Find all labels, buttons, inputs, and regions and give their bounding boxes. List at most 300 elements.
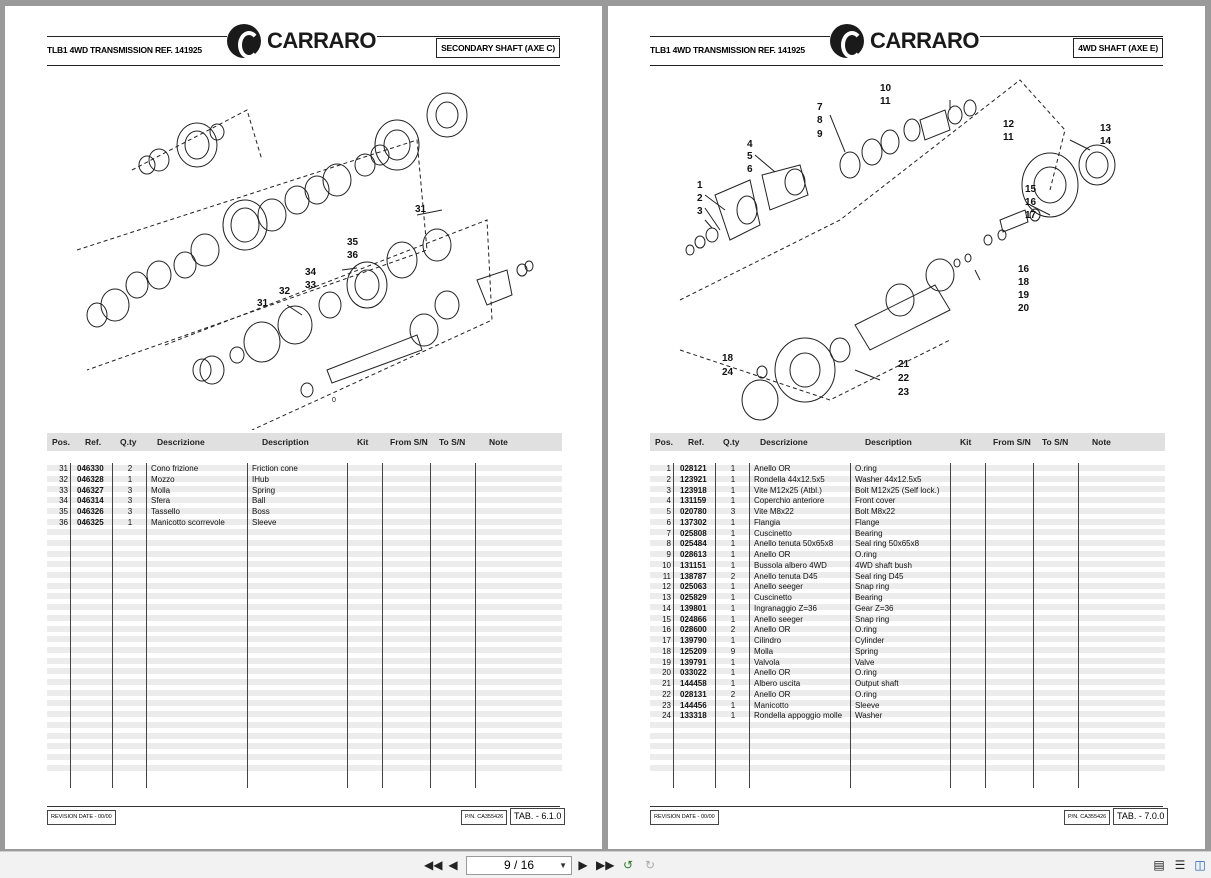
logo-text: CARRARO (870, 28, 979, 53)
col-ref: Ref. (85, 437, 102, 447)
header-title: TLB1 4WD TRANSMISSION REF. 141925 (47, 45, 202, 55)
row-stripe (47, 561, 562, 567)
cell-pos: 1 (666, 464, 671, 473)
callout-33: 33 (305, 280, 317, 291)
callout-31b: 31 (257, 298, 269, 309)
table-row (47, 506, 562, 517)
cell-ref: 139801 (680, 603, 707, 613)
row-stripe (47, 765, 562, 771)
cell-ref: 025829 (680, 593, 707, 602)
cell-qty: 2 (730, 571, 736, 581)
cell-desc-en: Snap ring (855, 582, 890, 592)
cell-desc-en: Cylinder (855, 636, 885, 645)
cell-pos: 36 (59, 517, 68, 527)
cell-pos: 8 (666, 539, 671, 549)
callout-35: 35 (347, 237, 359, 248)
cell-desc-it: Manicotto scorrevole (151, 517, 225, 527)
cell-desc-it: Rondella 44x12.5x5 (754, 474, 825, 484)
cell-qty: 3 (127, 507, 133, 516)
cell-ref: 046326 (77, 507, 104, 516)
col-desc-en: Description (262, 437, 309, 447)
cell-desc-en: Front cover (855, 496, 896, 506)
cell-desc-en: Seal ring D45 (855, 571, 904, 581)
cell-desc-en: Flange (855, 517, 880, 527)
table-row (650, 710, 1165, 721)
cell-desc-it: Mozzo (151, 474, 175, 484)
row-stripe (47, 700, 562, 706)
cell-desc-en: O.ring (855, 464, 877, 473)
table-row (47, 485, 562, 496)
col-pos: Pos. (655, 437, 673, 447)
cell-pos: 33 (59, 485, 68, 495)
cell-qty: 1 (730, 582, 736, 592)
parts-table (47, 433, 562, 788)
col-from-sn: From S/N (993, 437, 1031, 447)
table-row (650, 517, 1165, 528)
row-stripe (47, 626, 562, 632)
cell-pos: 32 (59, 474, 68, 484)
cell-desc-it: Bussola albero 4WD (754, 560, 827, 570)
cell-pos: 15 (662, 614, 671, 624)
cell-desc-it: Anello OR (754, 668, 791, 678)
row-stripe (47, 743, 562, 749)
cell-ref: 137302 (680, 517, 707, 527)
part-number: P/N. CA355426 (1064, 810, 1110, 825)
row-stripe (47, 668, 562, 674)
callout-24: 24 (722, 367, 734, 378)
cell-desc-it: Anello OR (754, 550, 791, 559)
cell-ref: 028600 (680, 625, 707, 635)
row-stripe (47, 551, 562, 557)
cell-qty: 1 (730, 464, 736, 473)
table-row (650, 624, 1165, 635)
table-row (47, 517, 562, 528)
cell-desc-en: Valve (855, 657, 875, 667)
document-page-left (5, 6, 602, 849)
cell-pos: 18 (662, 646, 671, 656)
cell-desc-en: Washer (855, 711, 883, 721)
cell-desc-it: Cilindro (754, 636, 782, 645)
callout-15: 15 (1025, 184, 1037, 195)
two-page-view-icon[interactable]: ◫ (1194, 858, 1206, 872)
carraro-logo-mark (227, 24, 261, 58)
header-section: 4WD SHAFT (AXE E) (1073, 38, 1163, 58)
cell-ref: 024866 (680, 614, 707, 624)
col-from-sn: From S/N (390, 437, 428, 447)
cell-pos: 22 (662, 689, 671, 699)
col-pos: Pos. (52, 437, 70, 447)
table-header (47, 433, 562, 451)
cell-desc-en: IHub (252, 474, 269, 484)
row-stripe (47, 679, 562, 685)
cell-pos: 14 (662, 603, 671, 613)
cell-pos: 34 (59, 496, 68, 506)
cell-qty: 2 (730, 625, 736, 635)
table-row (650, 592, 1165, 603)
table-row (650, 506, 1165, 517)
callout-18b: 18 (722, 353, 734, 364)
callout-16a: 16 (1025, 197, 1037, 208)
footer-rule (47, 806, 560, 807)
cell-qty: 1 (730, 528, 736, 538)
callout-4: 4 (747, 139, 753, 150)
cell-desc-it: Vite M12x25 (Atbl.) (754, 485, 822, 495)
cell-pos: 10 (662, 560, 671, 570)
cell-pos: 6 (666, 517, 671, 527)
cell-qty: 1 (730, 560, 736, 570)
table-row (650, 700, 1165, 711)
cell-ref: 133318 (680, 711, 707, 721)
cell-ref: 025484 (680, 539, 707, 549)
callout-11b: 11 (1003, 132, 1014, 143)
logo-text: CARRARO (267, 28, 376, 53)
cell-pos: 16 (662, 625, 671, 635)
cell-ref: 144456 (680, 700, 707, 710)
callout-9: 9 (817, 129, 823, 140)
col-to-sn: To S/N (439, 437, 466, 447)
viewer-toolbar (0, 851, 1211, 878)
table-row (650, 485, 1165, 496)
page-selector[interactable] (466, 856, 572, 875)
cell-pos: 2 (666, 474, 671, 484)
cell-desc-it: Coperchio anteriore (754, 496, 825, 506)
cell-desc-en: Bearing (855, 528, 883, 538)
cell-desc-en: 4WD shaft bush (855, 560, 912, 570)
callout-3: 3 (697, 206, 703, 217)
carraro-logo-mark (830, 24, 864, 58)
col-desc-it: Descrizione (760, 437, 808, 447)
cell-desc-it: Cuscinetto (754, 593, 792, 602)
cell-pos: 11 (662, 571, 671, 581)
footer-rule (650, 806, 1163, 807)
cell-ref: 123921 (680, 474, 707, 484)
cell-desc-en: O.ring (855, 689, 877, 699)
next-page-button[interactable]: ▶ (578, 858, 588, 872)
cell-desc-en: O.ring (855, 550, 877, 559)
table-row (650, 581, 1165, 592)
cell-desc-en: Bearing (855, 593, 883, 602)
cell-desc-it: Anello seeger (754, 614, 803, 624)
row-stripe (650, 743, 1165, 749)
cell-pos: 17 (662, 636, 671, 645)
cell-desc-en: O.ring (855, 668, 877, 678)
cell-ref: 123918 (680, 485, 707, 495)
col-note: Note (489, 437, 508, 447)
cell-desc-en: Seal ring 50x65x8 (855, 539, 920, 549)
carraro-logo (830, 24, 980, 58)
callout-8: 8 (817, 115, 823, 126)
cell-desc-en: Friction cone (252, 464, 298, 473)
cell-qty: 9 (730, 646, 736, 656)
cell-qty: 3 (730, 507, 736, 516)
cell-desc-it: Anello OR (754, 689, 791, 699)
part-number: P/N. CA355426 (461, 810, 507, 825)
cell-qty: 1 (730, 700, 736, 710)
cell-qty: 2 (127, 464, 133, 473)
cell-ref: 033022 (680, 668, 707, 678)
cell-qty: 1 (730, 474, 736, 484)
previous-page-button[interactable]: ◀ (448, 858, 458, 872)
cell-desc-it: Anello tenuta D45 (754, 571, 818, 581)
callout-21: 21 (898, 359, 910, 370)
callout-34: 34 (305, 267, 317, 278)
cell-qty: 1 (730, 679, 736, 688)
table-row (47, 463, 562, 474)
cell-qty: 1 (730, 603, 736, 613)
cell-desc-it: Anello seeger (754, 582, 803, 592)
table-row (650, 463, 1165, 474)
cell-ref: 131159 (680, 496, 707, 506)
cell-desc-it: Albero uscita (754, 679, 801, 688)
document-page-right (608, 6, 1205, 849)
last-page-button[interactable]: ▶▶ (596, 858, 615, 872)
table-row (650, 528, 1165, 539)
cell-pos: 4 (666, 496, 671, 506)
header-section: SECONDARY SHAFT (AXE C) (436, 38, 560, 58)
row-stripe (47, 583, 562, 589)
cell-desc-it: Cuscinetto (754, 528, 792, 538)
row-stripe (47, 529, 562, 535)
cell-ref: 028613 (680, 550, 707, 559)
cell-desc-en: O.ring (855, 625, 877, 635)
cell-pos: 31 (59, 464, 68, 473)
callout-22: 22 (898, 373, 910, 384)
first-page-button[interactable]: ◀◀ (424, 858, 443, 872)
row-stripe (650, 722, 1165, 728)
row-stripe (47, 647, 562, 653)
cell-pos: 21 (662, 679, 671, 688)
cell-desc-it: Molla (151, 485, 171, 495)
cell-qty: 1 (730, 636, 736, 645)
row-stripe (47, 754, 562, 760)
callout-1: 1 (697, 180, 703, 191)
cell-desc-it: Vite M8x22 (754, 507, 794, 516)
callout-16b: 16 (1018, 264, 1030, 275)
callout-19: 19 (1018, 290, 1030, 301)
table-row (650, 614, 1165, 625)
cell-desc-it: Anello OR (754, 464, 791, 473)
callout-20: 20 (1018, 303, 1030, 314)
callout-36: 36 (347, 250, 359, 261)
cell-ref: 139791 (680, 657, 707, 667)
table-row (650, 571, 1165, 582)
table-row (650, 689, 1165, 700)
col-qty: Q.ty (723, 437, 740, 447)
callout-2: 2 (697, 193, 703, 204)
cell-desc-it: Sfera (151, 496, 171, 506)
header-title: TLB1 4WD TRANSMISSION REF. 141925 (650, 45, 805, 55)
chevron-down-icon: ▼ (559, 861, 567, 870)
callout-32: 32 (279, 286, 291, 297)
cell-pos: 23 (662, 700, 671, 710)
table-row (650, 560, 1165, 571)
exploded-diagram (650, 70, 1163, 430)
col-desc-en: Description (865, 437, 912, 447)
cell-desc-en: Bolt M8x22 (855, 507, 896, 516)
table-row (650, 635, 1165, 646)
cell-qty: 1 (730, 668, 736, 678)
cell-desc-it: Manicotto (754, 700, 789, 710)
cell-desc-en: Boss (252, 507, 270, 516)
page-indicator: 9 / 16 (503, 858, 535, 872)
callout-14: 14 (1100, 136, 1112, 147)
cell-desc-it: Flangia (754, 517, 781, 527)
cell-desc-it: Rondella appoggio molle (754, 711, 843, 721)
row-stripe (650, 754, 1165, 760)
callout-11a: 11 (880, 96, 891, 107)
row-stripe (47, 658, 562, 664)
cell-qty: 1 (730, 485, 736, 495)
col-qty: Q.ty (120, 437, 137, 447)
row-stripe (47, 615, 562, 621)
cell-qty: 1 (730, 657, 736, 667)
row-stripe (47, 690, 562, 696)
cell-ref: 144458 (680, 679, 707, 688)
cell-qty: 3 (127, 496, 133, 506)
row-stripe (47, 711, 562, 717)
row-stripe (47, 604, 562, 610)
cell-ref: 025063 (680, 582, 707, 592)
callout-17: 17 (1025, 210, 1037, 221)
callout-23: 23 (898, 387, 910, 398)
cell-ref: 020780 (680, 507, 707, 516)
carraro-logo (227, 24, 377, 58)
cell-desc-it: Anello OR (754, 625, 791, 635)
cell-ref: 025808 (680, 528, 707, 538)
table-row (650, 495, 1165, 506)
col-kit: Kit (357, 437, 369, 447)
cell-qty: 1 (730, 550, 736, 559)
cell-desc-en: Sleeve (855, 700, 880, 710)
cell-desc-it: Cono frizione (151, 464, 199, 473)
cell-ref: 131151 (680, 560, 707, 570)
col-to-sn: To S/N (1042, 437, 1069, 447)
cell-desc-en: Sleeve (252, 517, 277, 527)
cell-desc-it: Molla (754, 646, 774, 656)
cell-pos: 24 (662, 711, 671, 721)
cell-pos: 20 (662, 668, 671, 678)
cell-desc-en: Washer 44x12.5x5 (855, 474, 922, 484)
go-back-icon[interactable]: ↺ (622, 858, 634, 872)
table-row (650, 603, 1165, 614)
row-stripe (650, 733, 1165, 739)
table-row (47, 474, 562, 485)
callout-18a: 18 (1018, 277, 1030, 288)
cell-desc-en: Gear Z=36 (855, 603, 894, 613)
single-page-view-icon[interactable]: ▤ (1153, 858, 1165, 872)
cell-qty: 1 (127, 474, 133, 484)
row-stripe (47, 733, 562, 739)
cell-qty: 1 (127, 517, 133, 527)
cell-pos: 12 (662, 582, 671, 592)
cell-ref: 138787 (680, 571, 707, 581)
cell-desc-it: Tassello (151, 507, 180, 516)
cell-ref: 125209 (680, 646, 707, 656)
table-reference: TAB. - 7.0.0 (1113, 808, 1168, 825)
table-row (650, 549, 1165, 560)
row-stripe (47, 572, 562, 578)
cell-qty: 1 (730, 593, 736, 602)
row-stripe (47, 636, 562, 642)
cell-desc-en: Ball (252, 496, 266, 506)
table-row (650, 667, 1165, 678)
col-note: Note (1092, 437, 1111, 447)
cell-pos: 3 (666, 485, 671, 495)
callout-10: 10 (880, 83, 892, 94)
exploded-diagram (47, 70, 560, 430)
cell-qty: 3 (127, 485, 133, 495)
cell-desc-it: Ingranaggio Z=36 (754, 603, 817, 613)
table-row (650, 646, 1165, 657)
cell-desc-it: Valvola (754, 657, 780, 667)
cell-desc-en: Spring (855, 646, 879, 656)
callout-31a: 31 (415, 204, 427, 215)
revision-date: REVISION DATE - 00/00 (47, 810, 116, 825)
cell-ref: 046314 (77, 496, 104, 506)
cell-desc-en: Bolt M12x25 (Self lock.) (855, 485, 940, 495)
row-stripe (47, 593, 562, 599)
cell-qty: 1 (730, 711, 736, 721)
cell-pos: 5 (666, 507, 671, 516)
cell-qty: 1 (730, 496, 736, 506)
cell-qty: 1 (730, 517, 736, 527)
table-row (650, 474, 1165, 485)
cell-ref: 028121 (680, 464, 707, 473)
cell-pos: 7 (666, 528, 671, 538)
parts-table (650, 433, 1165, 788)
callout-5: 5 (747, 151, 753, 162)
cell-desc-it: Anello tenuta 50x65x8 (754, 539, 834, 549)
cell-qty: 1 (730, 539, 736, 549)
callout-0: 0 (332, 397, 336, 404)
table-row (650, 657, 1165, 668)
cell-ref: 046328 (77, 474, 104, 484)
cell-desc-en: Snap ring (855, 614, 890, 624)
table-row (47, 495, 562, 506)
row-stripe (47, 722, 562, 728)
table-reference: TAB. - 6.1.0 (510, 808, 565, 825)
col-desc-it: Descrizione (157, 437, 205, 447)
go-forward-icon[interactable]: ↻ (644, 858, 656, 872)
cell-desc-en: Output shaft (855, 679, 899, 688)
cell-ref: 046330 (77, 464, 104, 473)
callout-6: 6 (747, 164, 753, 175)
col-kit: Kit (960, 437, 972, 447)
continuous-view-icon[interactable]: ☰ (1174, 858, 1186, 872)
cell-ref: 046325 (77, 517, 104, 527)
cell-qty: 1 (730, 614, 736, 624)
cell-desc-en: Spring (252, 485, 276, 495)
cell-qty: 2 (730, 689, 736, 699)
cell-ref: 139790 (680, 636, 707, 645)
table-row (650, 678, 1165, 689)
cell-pos: 13 (662, 593, 671, 602)
table-header (650, 433, 1165, 451)
cell-pos: 19 (662, 657, 671, 667)
callout-12: 12 (1003, 119, 1015, 130)
callout-7: 7 (817, 102, 823, 113)
col-ref: Ref. (688, 437, 705, 447)
row-stripe (47, 540, 562, 546)
cell-ref: 046327 (77, 485, 104, 495)
cell-pos: 9 (666, 550, 671, 559)
revision-date: REVISION DATE - 00/00 (650, 810, 719, 825)
row-stripe (650, 765, 1165, 771)
callout-13: 13 (1100, 123, 1112, 134)
cell-pos: 35 (59, 507, 68, 516)
table-row (650, 538, 1165, 549)
cell-ref: 028131 (680, 689, 707, 699)
